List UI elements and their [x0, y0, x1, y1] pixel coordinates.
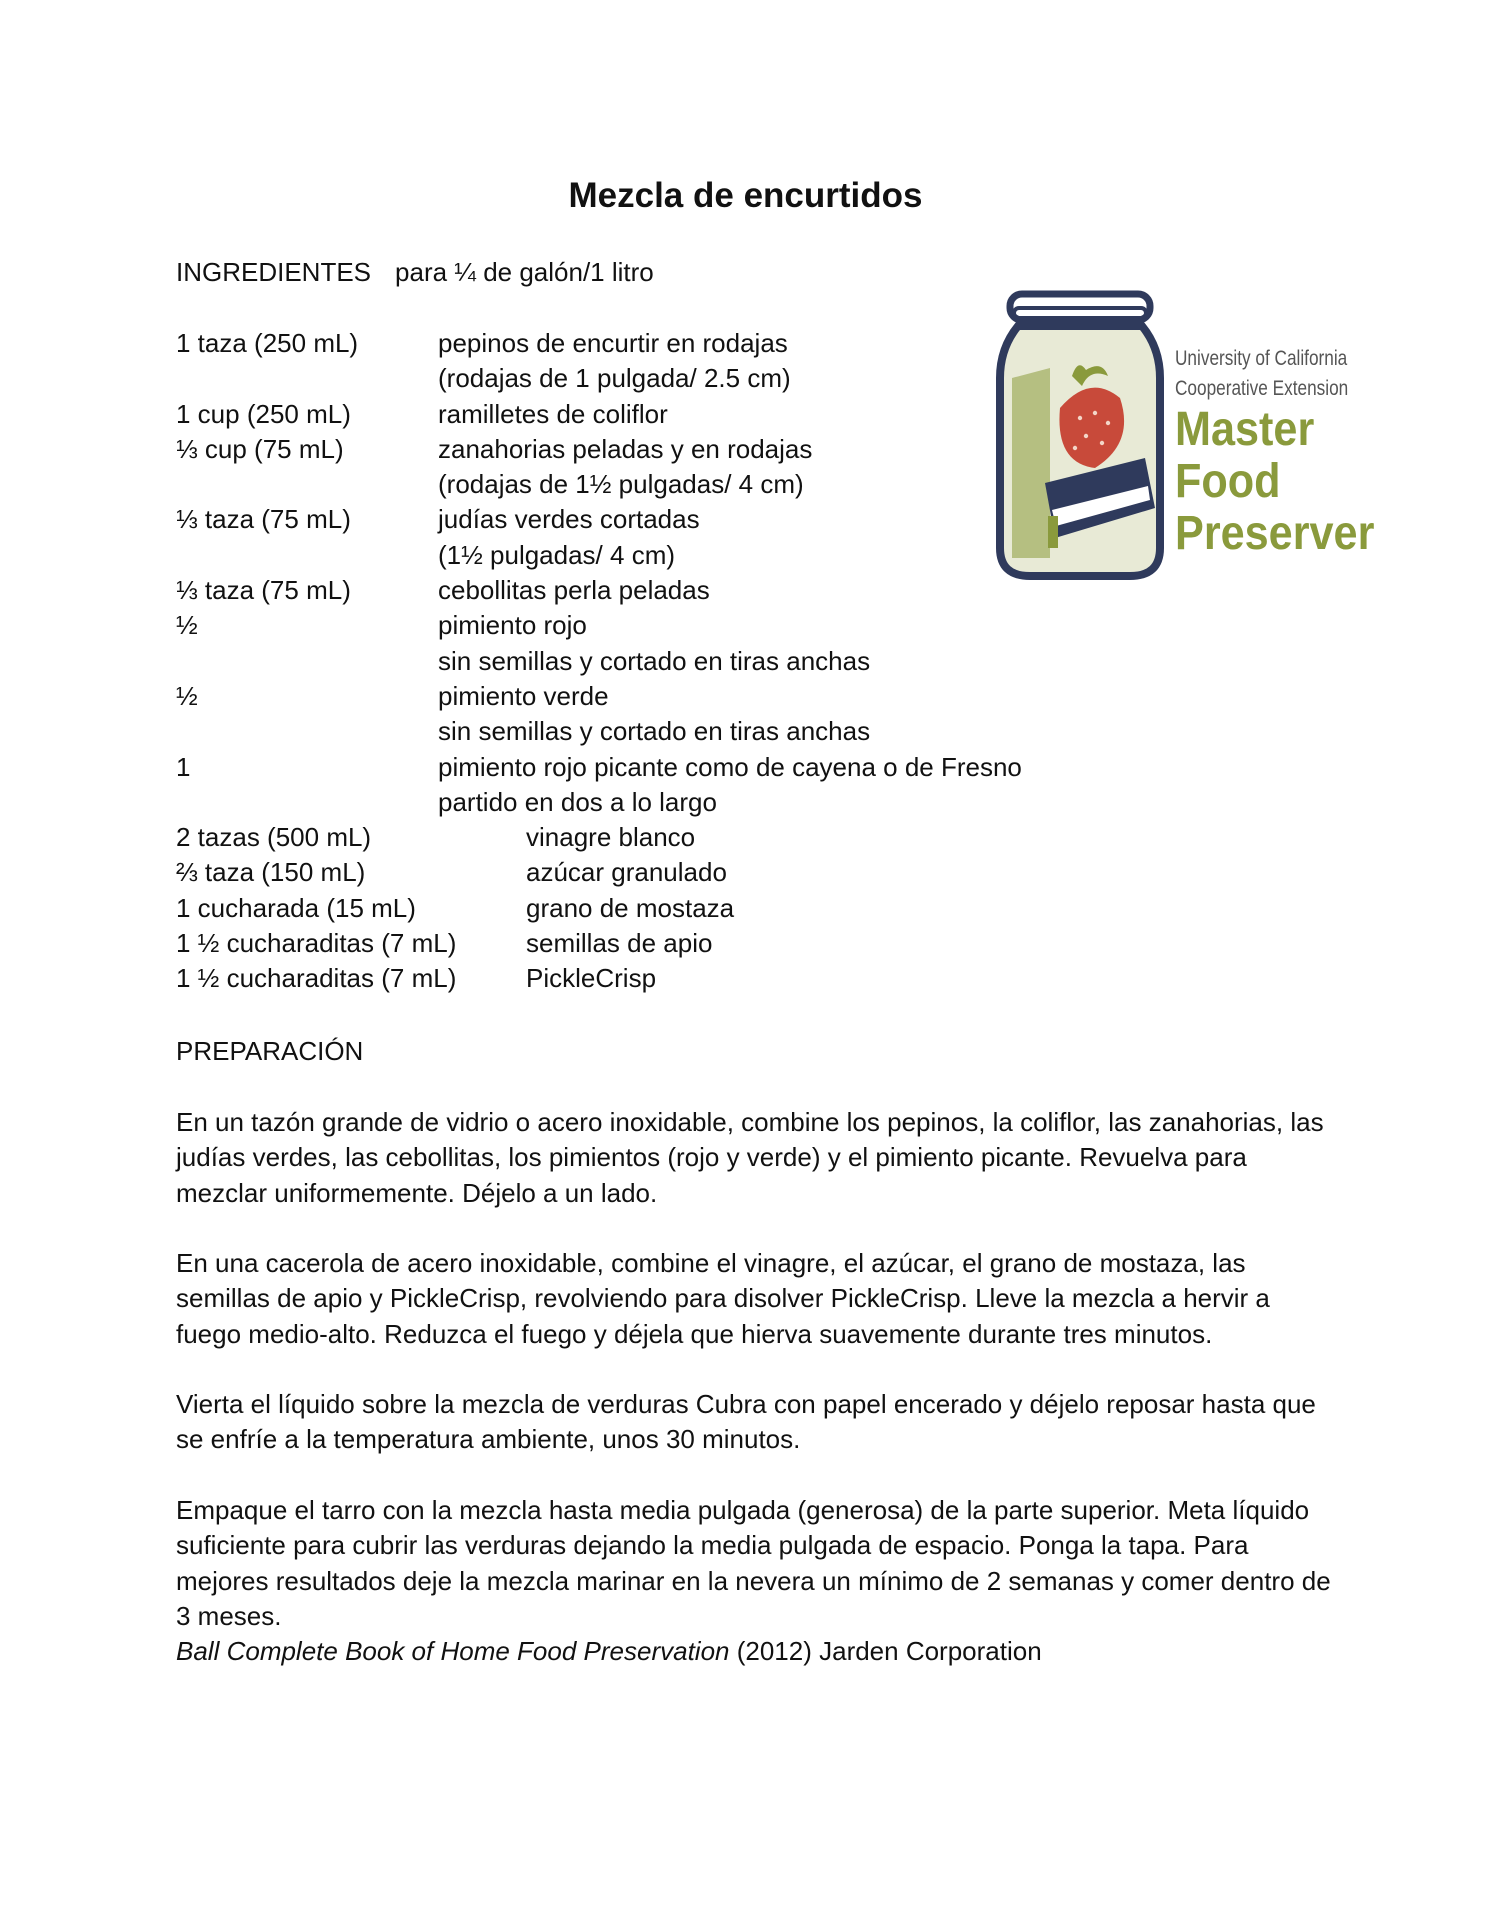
- logo-line-preserver: Preserver: [1175, 507, 1375, 560]
- ingredient-description: zanahorias peladas y en rodajas: [438, 433, 813, 464]
- ingredient-row: [176, 714, 1076, 749]
- ingredient-row: [176, 679, 1076, 714]
- ingredient-description: partido en dos a lo largo: [438, 786, 717, 817]
- ingredient-row: [176, 397, 1076, 432]
- ingredient-description: sin semillas y cortado en tiras anchas: [438, 645, 871, 676]
- ingredient-amount: ⅓ taza (75 mL): [176, 504, 351, 535]
- ingredient-row: [176, 926, 1076, 961]
- ingredient-description: vinagre blanco: [526, 822, 696, 853]
- ingredient-amount: ⅓ taza (75 mL): [176, 575, 351, 606]
- preparation-paragraph-4: Empaque el tarro con la mezcla hasta media pulgada (generosa) de la parte superior. Meta líquido suficiente para cubrir las verduras dejando la media pulgada de espacio. Ponga la tapa. Para mejores resultados deje la mezcla marinar en la nevera un mínimo de 2 semanas y comer dentro de 3 meses.: [176, 1495, 1331, 1631]
- ingredient-description: (rodajas de 1 pulgada/ 2.5 cm): [438, 363, 791, 394]
- logo-line-master: Master: [1175, 403, 1315, 456]
- ingredient-row: [176, 326, 1076, 361]
- recipe-title: Mezcla de encurtidos: [568, 176, 923, 215]
- source-citation: [176, 1634, 1336, 1669]
- ingredient-description: pepinos de encurtir en rodajas: [438, 328, 788, 358]
- ingredient-description: PickleCrisp: [526, 963, 657, 994]
- preparation-heading: PREPARACIÓN: [176, 1036, 364, 1066]
- ingredient-description: (rodajas de 1½ pulgadas/ 4 cm): [438, 469, 804, 500]
- ingredient-amount: 1 ½ cucharaditas (7 mL): [176, 963, 457, 994]
- ingredient-row: [176, 961, 1076, 996]
- ingredient-description: pimiento verde: [438, 680, 609, 711]
- ingredient-row: [176, 855, 1076, 890]
- ingredient-row: [176, 361, 1076, 396]
- ingredient-description: judías verdes cortadas: [438, 504, 700, 535]
- ingredient-row: [176, 785, 1076, 820]
- ingredient-description: semillas de apio: [526, 928, 713, 959]
- ingredient-amount: 1 cup (250 mL): [176, 398, 351, 429]
- ingredient-amount: 1 cucharada (15 mL): [176, 892, 416, 923]
- ingredients-label: INGREDIENTES: [176, 257, 372, 287]
- preparation-paragraph-1: En un tazón grande de vidrio o acero inoxidable, combine los pepinos, la coliflor, las zanahorias, las judías verdes, las cebollitas, los pimientos (rojo y verde) y el pimiento picante. Revuelva para mezclar uniformemente. Déjelo a un lado.: [176, 1107, 1324, 1208]
- ingredient-amount: 1 ½ cucharaditas (7 mL): [176, 928, 457, 959]
- logo-line-university: University of California: [1175, 347, 1348, 370]
- preparation-paragraph-3: Vierta el líquido sobre la mezcla de verduras Cubra con papel encerado y déjelo reposar hasta que se enfríe a la temperatura ambiente, unos 30 minutos.: [176, 1389, 1316, 1455]
- ingredient-amount: ½: [176, 680, 198, 711]
- source-book-title: Ball Complete Book of Home Food Preservation: [176, 1636, 730, 1667]
- ingredient-description: grano de mostaza: [526, 892, 735, 923]
- ingredient-row: [176, 820, 1076, 855]
- ingredient-row: [176, 608, 1076, 643]
- ingredient-row: [176, 538, 1076, 573]
- ingredient-row: [176, 573, 1076, 608]
- ingredient-row: [176, 467, 1076, 502]
- ingredient-row: [176, 644, 1076, 679]
- logo-line-extension: Cooperative Extension: [1175, 377, 1349, 400]
- ingredient-description: sin semillas y cortado en tiras anchas: [438, 716, 871, 747]
- ingredient-row: [176, 432, 1076, 467]
- ingredients-heading: [176, 257, 654, 288]
- ingredient-description: pimiento rojo: [438, 610, 587, 641]
- ingredients-yield: para ¼ de galón/1 litro: [395, 257, 654, 287]
- preparation-paragraph-4-block: [176, 1493, 1336, 1669]
- ingredient-amount: ½: [176, 610, 198, 641]
- ingredient-row: [176, 502, 1076, 537]
- logo-text: [1175, 344, 1397, 560]
- ingredient-description: pimiento rojo picante como de cayena o de Fresno: [438, 751, 1022, 782]
- ingredient-row: [176, 891, 1076, 926]
- ingredient-amount: 1 taza (250 mL): [176, 328, 359, 358]
- ingredient-amount: ⅓ cup (75 mL): [176, 433, 344, 464]
- ingredient-amount: 2 tazas (500 mL): [176, 822, 372, 853]
- ingredient-description: azúcar granulado: [526, 857, 727, 888]
- ingredient-description: (1½ pulgadas/ 4 cm): [438, 539, 676, 570]
- ingredient-amount: 1: [176, 751, 191, 782]
- logo-line-food: Food: [1175, 455, 1281, 508]
- ingredient-description: cebollitas perla peladas: [438, 575, 710, 606]
- ingredients-list: [176, 326, 1076, 997]
- preparation-paragraph-2: En una cacerola de acero inoxidable, combine el vinagre, el azúcar, el grano de mostaza, las semillas de apio y PickleCrisp, revolviendo para disolver PickleCrisp. Lleve la mezcla a hervir a fuego medio-alto. Reduzca el fuego y déjela que hierva suavemente durante tres minutos.: [176, 1248, 1270, 1349]
- ingredient-description: ramilletes de coliflor: [438, 398, 668, 429]
- ingredient-row: [176, 750, 1076, 785]
- ingredient-amount: ⅔ taza (150 mL): [176, 857, 366, 888]
- source-publisher: (2012) Jarden Corporation: [729, 1636, 1042, 1667]
